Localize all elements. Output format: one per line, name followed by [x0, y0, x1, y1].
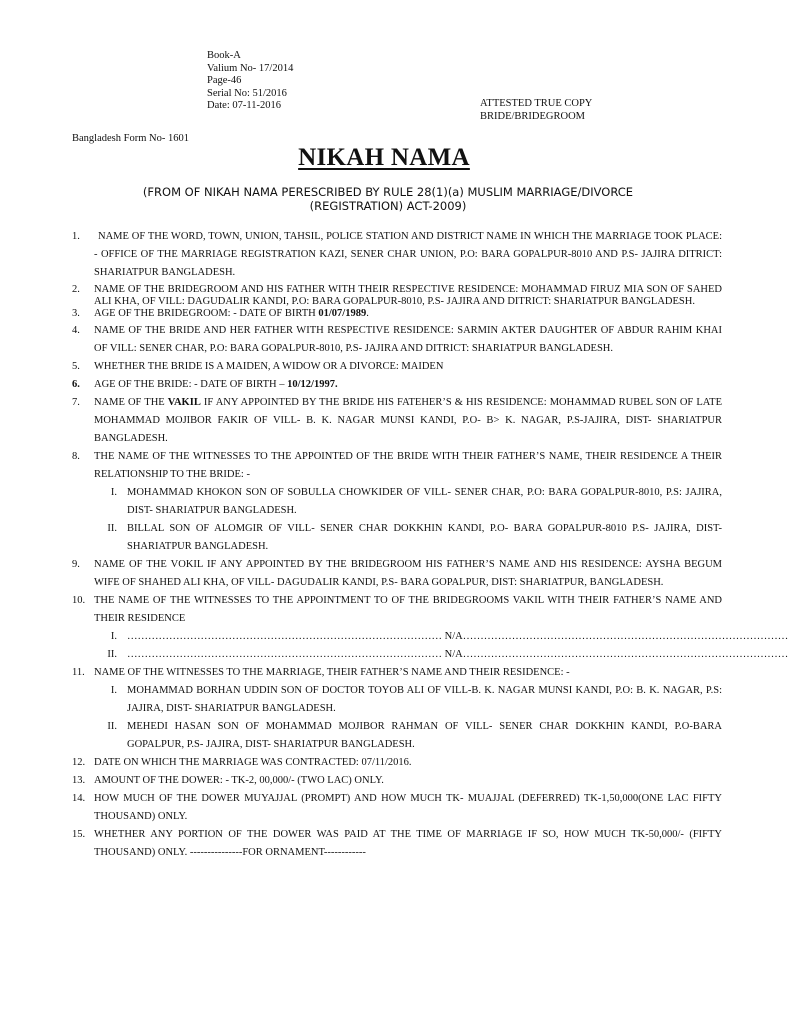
item-text: AGE OF THE BRIDE: - DATE OF BIRTH – 10/12/1997.	[94, 379, 338, 390]
item-text: NAME OF THE VOKIL IF ANY APPOINTED BY THE BRIDEGROOM HIS FATHER’S NAME AND HIS RESIDENCE: AYSHA BEGUM WIFE OF SHAHED ALI KHA, OF VILL- DAGUDALIR KANDI, P.S- BARA GOPALPUR, DIST: SHARIATPUR, BANGLADESH.	[94, 559, 722, 588]
witness-text: MOHAMMAD BORHAN UDDIN SON OF DOCTOR TOYOB ALI OF VILL-B. K. NAGAR MUNSI KANDI, P.O: B. K. NAGAR, P.S: JAJIRA, DIST- SHARIATPUR BANGLADESH.	[127, 685, 722, 714]
form-item-3: 3. AGE OF THE BRIDEGROOM: - DATE OF BIRTH 01/07/1989.	[72, 308, 722, 320]
form-item-8-witness-1: I. MOHAMMAD KHOKON SON OF SOBULLA CHOWKIDER OF VILL- SENER CHAR, P.O: BARA GOPALPUR-8010, P.S: JAJIRA, DIST- SHARIATPUR BANGLADESH.	[94, 484, 722, 520]
form-item-2: 2. NAME OF THE BRIDEGROOM AND HIS FATHER WITH THEIR RESPECTIVE RESIDENCE: MOHAMMAD FIRUZ MIA SON OF SAHED ALI KHA, OF VILL: DAGUDALIR KANDI, P.O: BARA GOPALPUR-8010, P.S- JAJIRA AND DITRICT: SHARIATPUR BANGLADESH.	[72, 284, 722, 307]
serial-number: Serial No: 51/2016	[207, 87, 287, 99]
item-text: AGE OF THE BRIDEGROOM: - DATE OF BIRTH 01/07/1989.	[94, 308, 369, 319]
item-text: NAME OF THE BRIDEGROOM AND HIS FATHER WITH THEIR RESPECTIVE RESIDENCE: MOHAMMAD FIRUZ MIA SON OF SAHED ALI KHA, OF VILL: DAGUDALIR KANDI, P.O: BARA GOPALPUR-8010, P.S- JAJIRA AND DITRICT: SHARIATPUR BANGLADESH.	[94, 284, 722, 307]
bride-birth-date: 10/12/1997.	[287, 379, 338, 390]
groom-birth-date: 01/07/1989	[318, 308, 367, 319]
book-label: Book-A	[207, 50, 241, 61]
form-item-11: 11. NAME OF THE WITNESSES TO THE MARRIAGE, THEIR FATHER’S NAME AND THEIR RESIDENCE: -	[72, 664, 722, 682]
document-date: Date: 07-11-2016	[207, 100, 281, 111]
form-item-5: 5. WHETHER THE BRIDE IS A MAIDEN, A WIDOW OR A DIVORCE: MAIDEN	[72, 358, 722, 376]
item-text: THE NAME OF THE WITNESSES TO THE APPOINTMENT TO OF THE BRIDEGROOMS VAKIL WITH THEIR FATHER’S NAME AND THEIR RESIDENCE	[94, 595, 722, 624]
form-item-4: 4. NAME OF THE BRIDE AND HER FATHER WITH RESPECTIVE RESIDENCE: SARMIN AKTER DAUGHTER OF ABDUR RAHIM KHAI OF VILL: SENER CHAR, P.O: BARA GOPALPUR-8010, P.S- JAJIRA AND DITRICT: SHARIATPUR BANGLADESH.	[72, 322, 722, 358]
document-title: NIKAH NAMA	[298, 144, 470, 171]
form-item-11-witness-1: I. MOHAMMAD BORHAN UDDIN SON OF DOCTOR TOYOB ALI OF VILL-B. K. NAGAR MUNSI KANDI, P.O: B. K. NAGAR, P.S: JAJIRA, DIST- SHARIATPUR BANGLADESH.	[94, 682, 722, 718]
form-item-7: 7. NAME OF THE VAKIL IF ANY APPOINTED BY THE BRIDE HIS FATEHER’S & HIS RESIDENCE: MOHAMMAD RUBEL SON OF LATE MOHAMMAD MOJIBOR FAKIR OF VILL- B. K. NAGAR MUNSI KANDI, P.O- B> K. NAGAR, P.S-JAJIRA, DIST- SHARIATPUR BANGLADESH.	[72, 394, 722, 448]
blank-entry: ……………………………………………………………………………… N/A…………………………………………………………………………………	[127, 631, 788, 642]
form-number: Bangladesh Form No- 1601	[72, 133, 189, 144]
form-item-1: 1. NAME OF THE WORD, TOWN, UNION, TAHSIL, POLICE STATION AND DISTRICT NAME IN WHICH THE MARRIAGE TOOK PLACE: - OFFICE OF THE MARRIAGE REGISTRATION KAZI, SENER CHAR UNION, P.O: BARA GOPALPUR-8010 AND P.S- JAJIRA DITRICT: SHARIATPUR BANGLADESH.	[72, 228, 722, 282]
form-item-15: 15. WHETHER ANY PORTION OF THE DOWER WAS PAID AT THE TIME OF MARRIAGE IF SO, HOW MUCH TK-50,000/- (FIFTY THOUSAND) ONLY. ---------------FOR ORNAMENT------------	[72, 826, 722, 862]
item-text: THE NAME OF THE WITNESSES TO THE APPOINTED OF THE BRIDE WITH THEIR FATHER’S NAME, THEIR RESIDENCE A THEIR RELATIONSHIP TO THE BRIDE: -	[94, 451, 722, 480]
item-text: NAME OF THE WORD, TOWN, UNION, TAHSIL, POLICE STATION AND DISTRICT NAME IN WHICH THE MARRIAGE TOOK PLACE: - OFFICE OF THE MARRIAGE REGISTRATION KAZI, SENER CHAR UNION, P.O: BARA GOPALPUR-8010 AND P.S- JAJIRA DITRICT: SHARIATPUR BANGLADESH.	[94, 231, 722, 278]
witness-text: MEHEDI HASAN SON OF MOHAMMAD MOJIBOR RAHMAN OF VILL- SENER CHAR DOKKHIN KANDI, P.O-BARA GOPALPUR, P.S- JAJIRA, DIST- SHARIATPUR BANGLADESH.	[127, 721, 722, 750]
item-text: DATE ON WHICH THE MARRIAGE WAS CONTRACTED: 07/11/2016.	[94, 757, 412, 768]
form-item-13: 13. AMOUNT OF THE DOWER: - TK-2, 00,000/- (TWO LAC) ONLY.	[72, 772, 722, 790]
item-text: WHETHER ANY PORTION OF THE DOWER WAS PAID AT THE TIME OF MARRIAGE IF SO, HOW MUCH TK-50,000/- (FIFTY THOUSAND) ONLY. ---------------FOR ORNAMENT------------	[94, 829, 722, 858]
bride-bridegroom-label: BRIDE/BRIDEGROOM	[480, 110, 586, 122]
form-item-10-witness-2: II. ……………………………………………………………………………… N/A…………………………………………………………………………………	[94, 646, 722, 664]
attestation-block	[480, 98, 592, 123]
form-item-8-witness-2: II. BILLAL SON OF ALOMGIR OF VILL- SENER CHAR DOKKHIN KANDI, P.O- BARA GOPALPUR-8010 P.S- JAJIRA, DIST- SHARIATPUR BANGLADESH.	[94, 520, 722, 556]
item-text: WHETHER THE BRIDE IS A MAIDEN, A WIDOW OR A DIVORCE: MAIDEN	[94, 361, 444, 372]
form-item-12: 12. DATE ON WHICH THE MARRIAGE WAS CONTRACTED: 07/11/2016.	[72, 754, 722, 772]
form-item-6: 6. AGE OF THE BRIDE: - DATE OF BIRTH – 10/12/1997.	[72, 376, 722, 394]
form-body	[72, 228, 788, 862]
blank-entry: ……………………………………………………………………………… N/A…………………………………………………………………………………	[127, 649, 788, 660]
item-text: NAME OF THE VAKIL IF ANY APPOINTED BY THE BRIDE HIS FATEHER’S & HIS RESIDENCE: MOHAMMAD RUBEL SON OF LATE MOHAMMAD MOJIBOR FAKIR OF VILL- B. K. NAGAR MUNSI KANDI, P.O- B> K. NAGAR, P.S-JAJIRA, DIST- SHARIATPUR BANGLADESH.	[94, 397, 722, 444]
vakil-label: VAKIL	[167, 397, 201, 408]
form-item-9: 9. NAME OF THE VOKIL IF ANY APPOINTED BY THE BRIDEGROOM HIS FATHER’S NAME AND HIS RESIDENCE: AYSHA BEGUM WIFE OF SHAHED ALI KHA, OF VILL- DAGUDALIR KANDI, P.S- BARA GOPALPUR, DIST: SHARIATPUR, BANGLADESH.	[72, 556, 722, 592]
page-number: Page-46	[207, 75, 242, 86]
reference-block	[207, 50, 293, 113]
form-item-11-witness-2: II. MEHEDI HASAN SON OF MOHAMMAD MOJIBOR RAHMAN OF VILL- SENER CHAR DOKKHIN KANDI, P.O-BARA GOPALPUR, P.S- JAJIRA, DIST- SHARIATPUR BANGLADESH.	[94, 718, 722, 754]
form-item-8: 8. THE NAME OF THE WITNESSES TO THE APPOINTED OF THE BRIDE WITH THEIR FATHER’S NAME, THEIR RESIDENCE A THEIR RELATIONSHIP TO THE BRIDE: -	[72, 448, 722, 484]
form-item-10-witness-1: I. ……………………………………………………………………………… N/A…………………………………………………………………………………	[94, 628, 722, 646]
valium-number: Valium No- 17/2014	[207, 62, 294, 74]
item-text: AMOUNT OF THE DOWER: - TK-2, 00,000/- (TWO LAC) ONLY.	[94, 775, 384, 786]
item-text: HOW MUCH OF THE DOWER MUYAJJAL (PROMPT) AND HOW MUCH TK- MUAJJAL (DEFERRED) TK-1,50,000(ONE LAC FIFTY THOUSAND) ONLY.	[94, 793, 722, 822]
document-subtitle: (FROM OF NIKAH NAMA PERESCRIBED BY RULE 28(1)(a) MUSLIM MARRIAGE/DIVORCE (REGISTRATION) ACT-2009)	[142, 185, 634, 213]
attested-true-copy: ATTESTED TRUE COPY	[480, 98, 593, 109]
witness-text: MOHAMMAD KHOKON SON OF SOBULLA CHOWKIDER OF VILL- SENER CHAR, P.O: BARA GOPALPUR-8010, P.S: JAJIRA, DIST- SHARIATPUR BANGLADESH.	[127, 487, 722, 516]
item-text: NAME OF THE WITNESSES TO THE MARRIAGE, THEIR FATHER’S NAME AND THEIR RESIDENCE: -	[94, 667, 570, 678]
form-item-14: 14. HOW MUCH OF THE DOWER MUYAJJAL (PROMPT) AND HOW MUCH TK- MUAJJAL (DEFERRED) TK-1,50,000(ONE LAC FIFTY THOUSAND) ONLY.	[72, 790, 722, 826]
item-text: NAME OF THE BRIDE AND HER FATHER WITH RESPECTIVE RESIDENCE: SARMIN AKTER DAUGHTER OF ABDUR RAHIM KHAI OF VILL: SENER CHAR, P.O: BARA GOPALPUR-8010, P.S- JAJIRA AND DITRICT: SHARIATPUR BANGLADESH.	[94, 325, 722, 354]
witness-text: BILLAL SON OF ALOMGIR OF VILL- SENER CHAR DOKKHIN KANDI, P.O- BARA GOPALPUR-8010 P.S- JAJIRA, DIST- SHARIATPUR BANGLADESH.	[127, 523, 722, 552]
form-item-10: 10. THE NAME OF THE WITNESSES TO THE APPOINTMENT TO OF THE BRIDEGROOMS VAKIL WITH THEIR FATHER’S NAME AND THEIR RESIDENCE	[72, 592, 722, 628]
